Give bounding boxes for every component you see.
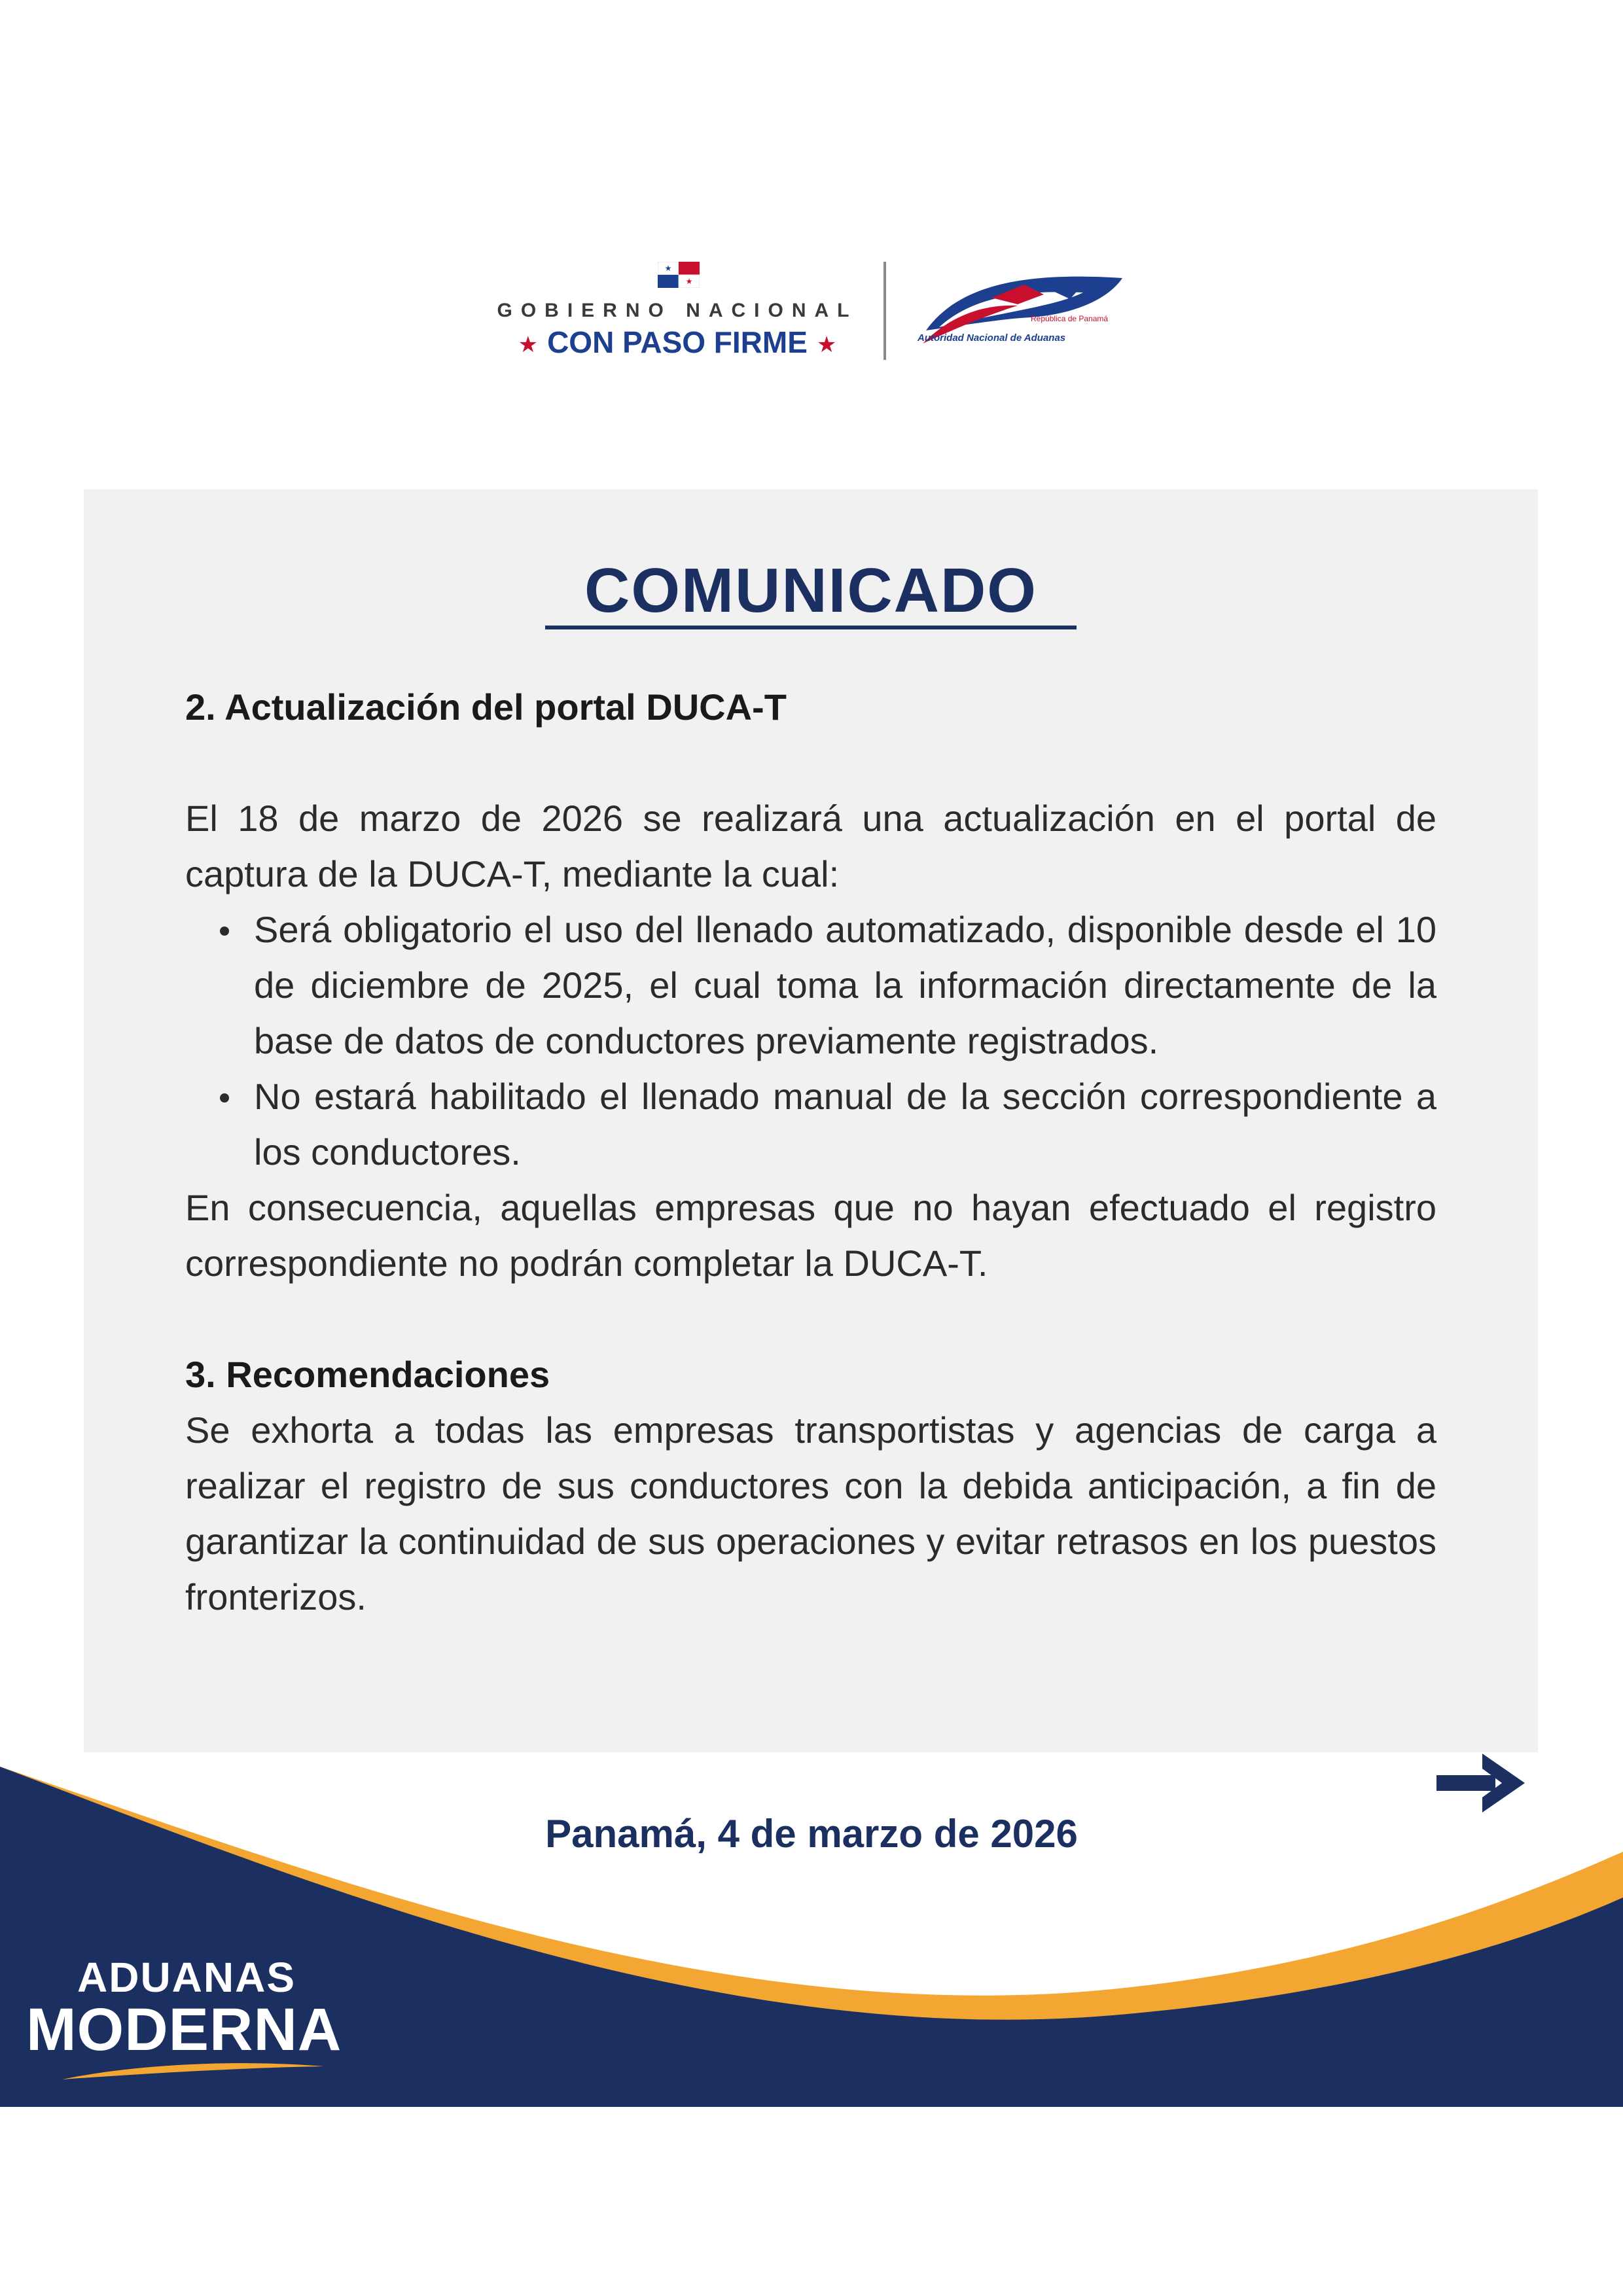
title-underline <box>545 626 1077 629</box>
gobierno-nacional-logo <box>494 262 861 359</box>
section3-heading: 3. Recomendaciones <box>185 1354 550 1395</box>
svg-text:★: ★ <box>685 277 693 286</box>
section2-intro: El 18 de marzo de 2026 se realizará una actualización en el portal de captura de la DUCA-T, mediante la cual: <box>185 798 1436 894</box>
list-item: No estará habilitado el llenado manual de la sección correspondiente a los conductores. <box>254 1069 1436 1180</box>
section3-body: Se exhorta a todas las empresas transportistas y agencias de carga a realizar el registro de sus conductores con la debida anticipación, a fin de garantizar la continuidad de sus operaciones y evitar retrasos en los puestos fronterizos. <box>185 1409 1436 1617</box>
header <box>0 249 1623 366</box>
brand-line2: MODERNA <box>26 1996 342 2063</box>
list-item: Será obligatorio el uso del llenado automatizado, disponible desde el 10 de diciembre de 2025, el cual toma la información directamente de la base de datos de conductores previamente registrados. <box>254 902 1436 1069</box>
ana-logo-caption: Autoridad Nacional de Aduanas <box>918 332 1066 344</box>
spacer <box>185 735 1436 790</box>
next-arrow-icon[interactable] <box>1436 1750 1528 1816</box>
panama-flag-icon <box>658 262 700 288</box>
communique-card <box>84 489 1538 1752</box>
page-title: COMUNICADO <box>584 556 1037 626</box>
gov-logo-line1: GOBIERNO NACIONAL <box>497 300 858 321</box>
ana-logo-subcaption: República de Panamá <box>1031 314 1109 323</box>
section2-bullet-list <box>185 902 1436 1180</box>
gov-logo-line2 <box>494 325 861 360</box>
gov-logo-line2-text: CON PASO FIRME <box>547 325 808 359</box>
brand-swoosh-icon <box>62 2060 324 2086</box>
star-icon: ★ <box>816 332 837 357</box>
communique-date: Panamá, 4 de marzo de 2026 <box>545 1812 1078 1856</box>
communique-body <box>185 679 1436 1625</box>
logo-divider <box>883 262 886 360</box>
brand-line1: ADUANAS <box>77 1954 296 2001</box>
svg-text:★: ★ <box>664 264 672 273</box>
section2-heading: 2. Actualización del portal DUCA-T <box>185 686 787 728</box>
spacer <box>185 1291 1436 1347</box>
star-icon: ★ <box>518 332 539 357</box>
section2-conclusion: En consecuencia, aquellas empresas que no hayan efectuado el registro correspondiente no podrán completar la DUCA-T. <box>185 1187 1436 1284</box>
